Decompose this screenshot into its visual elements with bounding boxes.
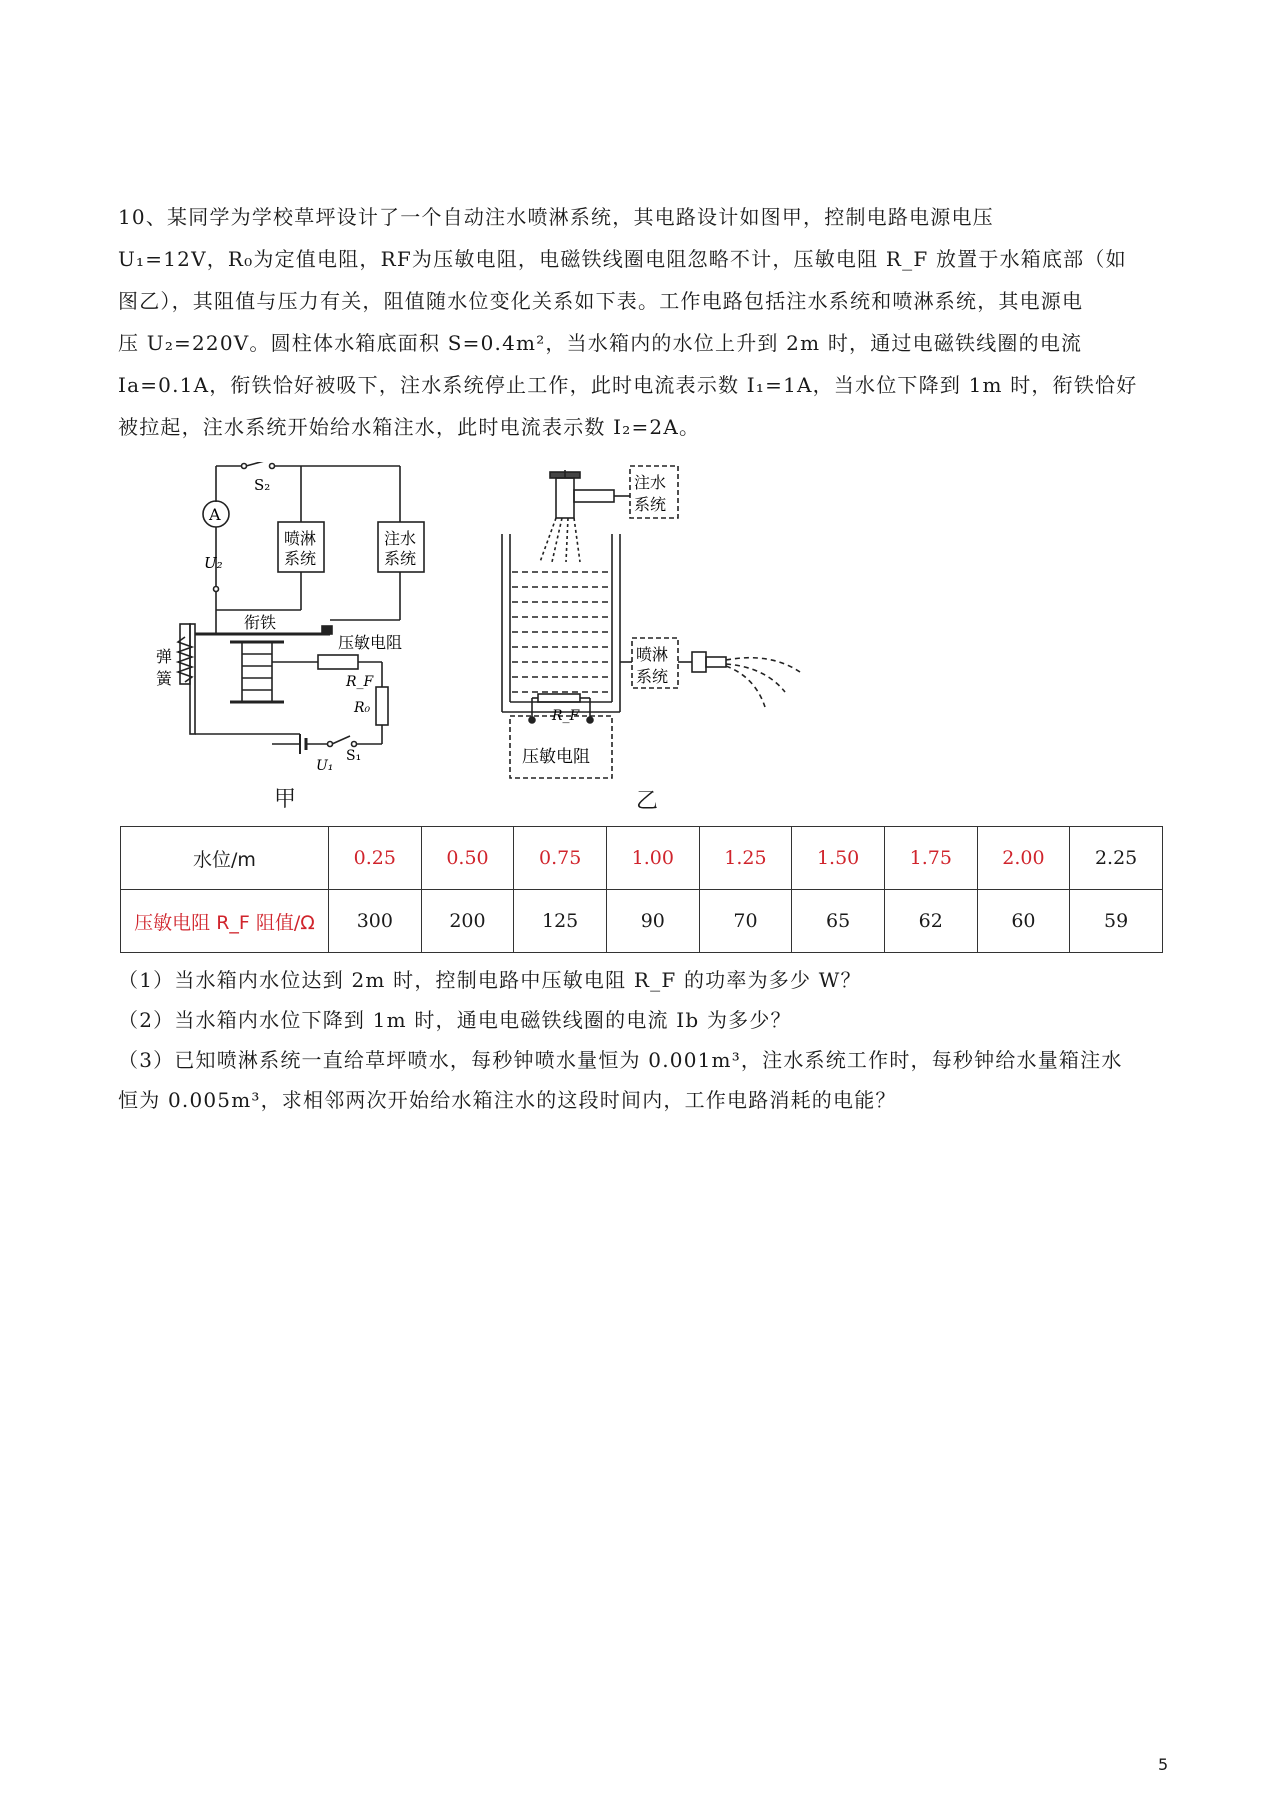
table-cell-resistance: 125 bbox=[514, 890, 607, 953]
label-spring-2: 簧 bbox=[156, 669, 173, 688]
table-cell-resistance: 70 bbox=[699, 890, 792, 953]
page-number: 5 bbox=[1158, 1755, 1169, 1774]
problem-line-5: Ia=0.1A，衔铁恰好被吸下，注水系统停止工作，此时电流表示数 I₁=1A，当水位下降到 1m 时，衔铁恰好 bbox=[118, 373, 1138, 397]
label-u1: U₁ bbox=[316, 758, 334, 774]
table-header-water-level: 水位/m bbox=[121, 827, 329, 890]
label-pressure-resistor: 压敏电阻 bbox=[338, 633, 403, 652]
label-armature: 衔铁 bbox=[244, 613, 277, 632]
problem-line-3: 图乙），其阻值与压力有关，阻值随水位变化关系如下表。工作电路包括注水系统和喷淋系统，其电源电 bbox=[118, 289, 1084, 313]
ammeter-label: A bbox=[209, 505, 221, 524]
table-row-resistance bbox=[121, 890, 1163, 953]
table-cell-level: 1.25 bbox=[699, 827, 792, 890]
label-r0: R₀ bbox=[354, 700, 371, 716]
fill-system-line-1: 注水 bbox=[384, 529, 417, 548]
table-cell-level: 1.75 bbox=[884, 827, 977, 890]
table-cell-resistance: 59 bbox=[1070, 890, 1163, 953]
label-spring-1: 弹 bbox=[156, 647, 173, 666]
table-cell-resistance: 90 bbox=[606, 890, 699, 953]
water-level-resistance-table bbox=[120, 826, 1163, 953]
caption-yi: 乙 bbox=[636, 789, 659, 814]
fill-system-line-2: 系统 bbox=[384, 549, 417, 568]
table-cell-level: 1.00 bbox=[606, 827, 699, 890]
yi-spray-system-line-2: 系统 bbox=[636, 667, 669, 686]
problem-line-2: U₁=12V，R₀为定值电阻，RF为压敏电阻，电磁铁线圈电阻忽略不计，压敏电阻 R_F 放置于水箱底部（如 bbox=[118, 247, 1127, 271]
circuit-diagram-jia bbox=[150, 462, 450, 792]
table-row-water-level bbox=[121, 827, 1163, 890]
questions bbox=[118, 960, 1163, 1120]
yi-fill-system-line-2: 系统 bbox=[634, 495, 667, 514]
table-cell-level: 0.25 bbox=[329, 827, 422, 890]
table-cell-resistance: 300 bbox=[329, 890, 422, 953]
table-cell-level: 2.25 bbox=[1070, 827, 1163, 890]
figures bbox=[150, 462, 850, 822]
yi-label-rf: R_F bbox=[552, 708, 580, 724]
question-2: （2）当水箱内水位下降到 1m 时，通电电磁铁线圈的电流 Ib 为多少？ bbox=[118, 1008, 792, 1032]
table-cell-resistance: 65 bbox=[792, 890, 885, 953]
label-u2: U₂ bbox=[204, 554, 223, 572]
spray-system-line-1: 喷淋 bbox=[284, 529, 317, 548]
label-rf: R_F bbox=[346, 674, 374, 690]
table-cell-level: 0.50 bbox=[421, 827, 514, 890]
question-3-line-2: 恒为 0.005m³，求相邻两次开始给水箱注水的这段时间内，工作电路消耗的电能？ bbox=[118, 1088, 897, 1112]
label-s2: S₂ bbox=[254, 476, 271, 494]
yi-spray-system-line-1: 喷淋 bbox=[636, 645, 669, 664]
yi-label-pressure-resistor: 压敏电阻 bbox=[522, 747, 590, 767]
table-cell-resistance: 62 bbox=[884, 890, 977, 953]
problem-line-6: 被拉起，注水系统开始给水箱注水，此时电流表示数 I₂=2A。 bbox=[118, 415, 701, 439]
table-cell-level: 2.00 bbox=[977, 827, 1070, 890]
table-cell-level: 1.50 bbox=[792, 827, 885, 890]
question-1: （1）当水箱内水位达到 2m 时，控制电路中压敏电阻 R_F 的功率为多少 W？ bbox=[118, 968, 862, 992]
yi-fill-system-line-1: 注水 bbox=[634, 473, 667, 492]
problem-line-1: 10、某同学为学校草坪设计了一个自动注水喷淋系统，其电路设计如图甲，控制电路电源电压 bbox=[118, 205, 994, 229]
table-cell-level: 0.75 bbox=[514, 827, 607, 890]
tank-diagram-yi bbox=[480, 462, 860, 792]
problem-statement bbox=[118, 196, 1163, 448]
table-cell-resistance: 200 bbox=[421, 890, 514, 953]
problem-line-4: 压 U₂=220V。圆柱体水箱底面积 S=0.4m²，当水箱内的水位上升到 2m 时，通过电磁铁线圈的电流 bbox=[118, 331, 1083, 355]
label-s1: S₁ bbox=[346, 748, 362, 764]
question-3-line-1: （3）已知喷淋系统一直给草坪喷水，每秒钟喷水量恒为 0.001m³，注水系统工作时，每秒钟给水量箱注水 bbox=[118, 1048, 1123, 1072]
caption-jia: 甲 bbox=[274, 787, 297, 812]
table-header-resistance: 压敏电阻 R_F 阻值/Ω bbox=[121, 890, 329, 953]
table-cell-resistance: 60 bbox=[977, 890, 1070, 953]
spray-system-line-2: 系统 bbox=[284, 549, 317, 568]
